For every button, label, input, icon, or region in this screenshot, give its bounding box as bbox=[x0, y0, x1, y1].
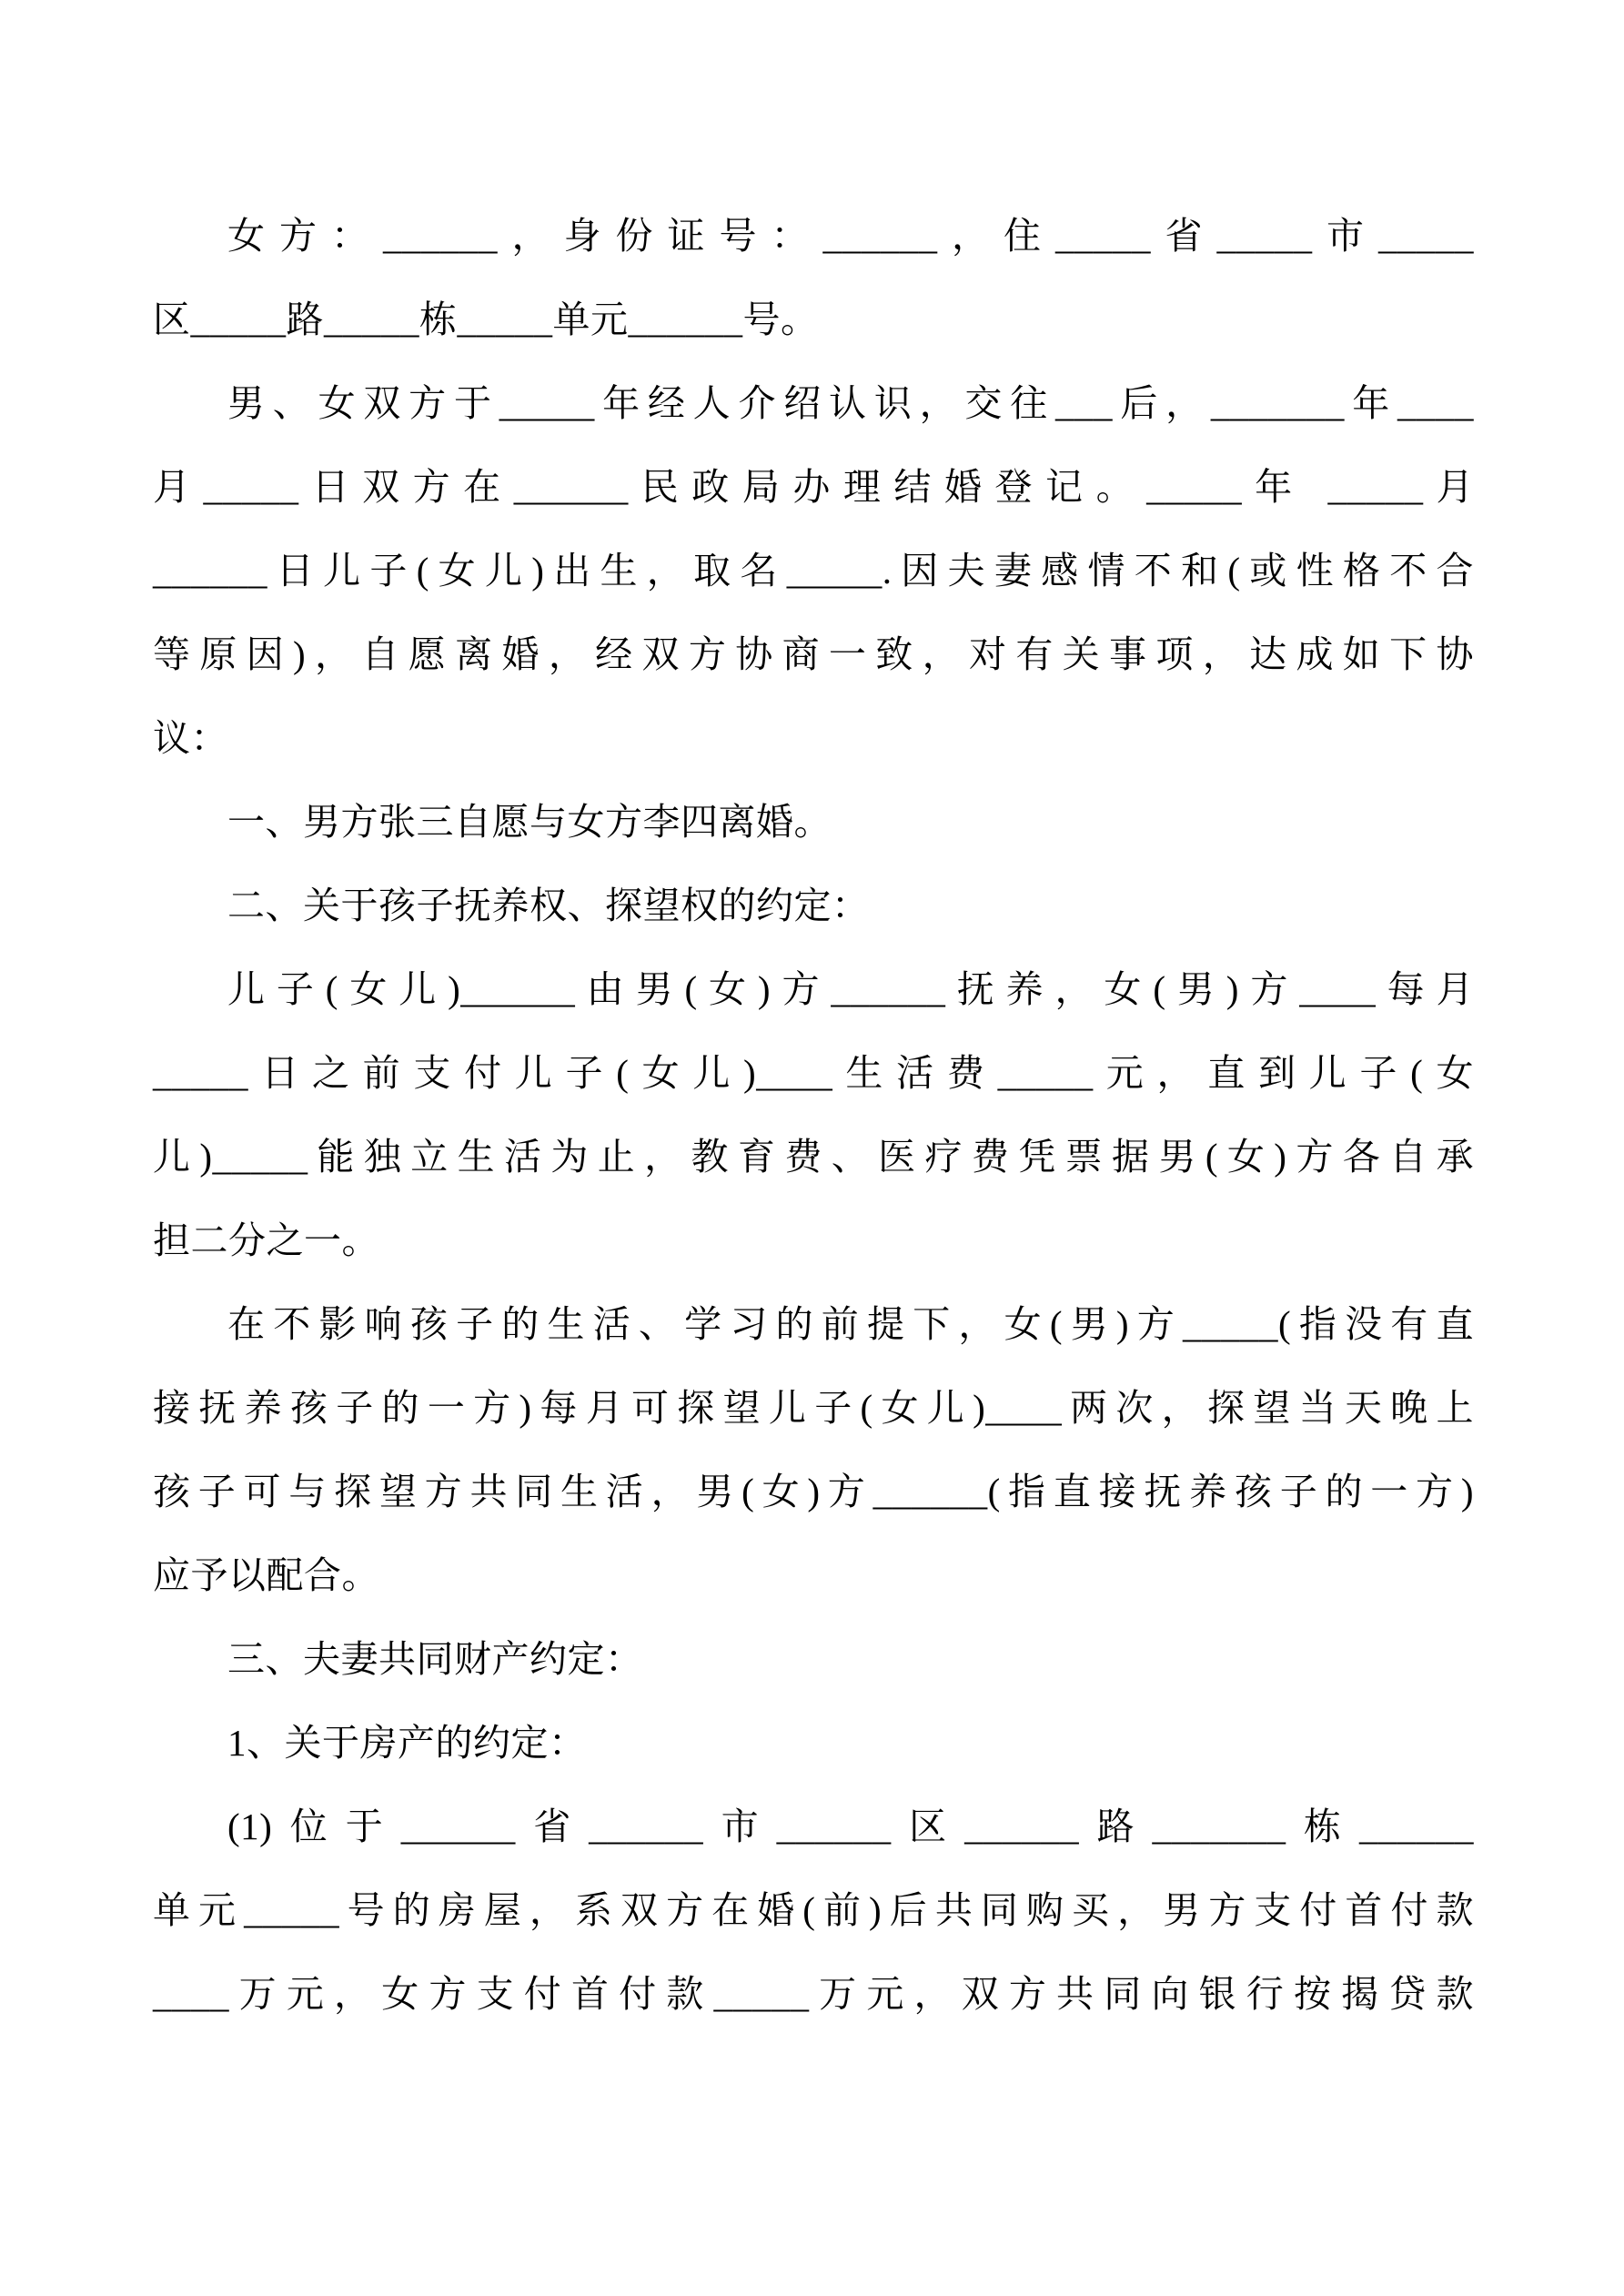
text-line-house-downpayment: ____万元，女方支付首付款_____万元，双方共同向银行按揭贷款 bbox=[153, 1973, 1474, 2015]
text-line-divorce-reason: 等原因)，自愿离婚，经双方协商一致，对有关事项，达成如下协 bbox=[153, 633, 1474, 675]
text-line-custody-4: 担二分之一。 bbox=[153, 1219, 379, 1261]
text-line-party-woman: 女方：______，身份证号：______，住_____省_____市_____ bbox=[227, 215, 1474, 257]
text-line-meeting: 男、女双方于_____年经人介绍认识，交往___后，_______年____ bbox=[227, 382, 1474, 424]
text-line-agreement-colon: 议： bbox=[153, 717, 228, 759]
text-line-visitation-3: 孩子可与探望方共同生活，男(女)方______(指直接抚养孩子的一方) bbox=[153, 1471, 1474, 1512]
text-line-child-birth: ______日儿子(女儿)出生，取名_____.因夫妻感情不和(或性格不合 bbox=[153, 550, 1474, 592]
document-body bbox=[153, 194, 1474, 2036]
text-line-property-subtitle: 1、关于房产的约定： bbox=[227, 1722, 587, 1764]
text-line-custody-1: 儿子(女儿)______由男(女)方______抚养，女(男)方____每月 bbox=[227, 968, 1474, 1010]
text-line-custody-2: _____日之前支付儿子(女儿)____生活费_____元，直到儿子(女 bbox=[153, 1052, 1474, 1094]
text-line-custody-3: 儿)_____能独立生活为止，教育费、医疗费凭票据男(女)方各自承 bbox=[153, 1136, 1474, 1178]
text-line-clause-2-title: 二、关于孩子抚养权、探望权的约定： bbox=[227, 885, 870, 926]
text-line-clause-3-title: 三、夫妻共同财产约定： bbox=[227, 1638, 643, 1680]
text-line-house-location: (1)位于______省______市______区______路_______栋______ bbox=[227, 1805, 1474, 1847]
text-line-house-purchase: 单元_____号的房屋，系双方在婚(前)后共同购买，男方支付首付款 bbox=[153, 1889, 1474, 1931]
text-line-visitation-1: 在不影响孩子的生活、学习的前提下，女(男)方_____(指没有直 bbox=[227, 1303, 1474, 1345]
text-line-visitation-2: 接抚养孩子的一方)每月可探望儿子(女儿)____两次，探望当天晚上 bbox=[153, 1387, 1474, 1429]
text-line-address-cont: 区_____路_____栋_____单元______号。 bbox=[153, 298, 819, 340]
text-line-visitation-4: 应予以配合。 bbox=[153, 1554, 379, 1596]
text-line-marriage-registry: 月_____日双方在______民政局办理结婚登记。_____年 _____月 bbox=[153, 466, 1474, 508]
text-line-clause-1: 一、男方张三自愿与女方李四离婚。 bbox=[227, 801, 832, 843]
